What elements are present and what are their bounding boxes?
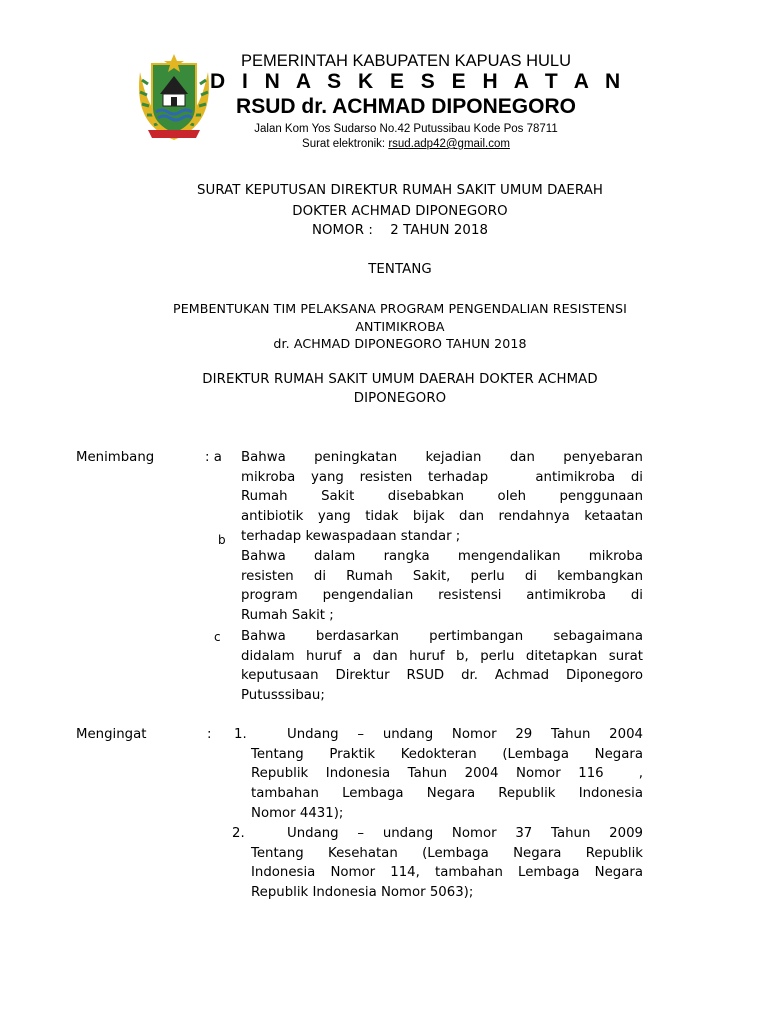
letterhead-address: Jalan Kom Yos Sudarso No.42 Putussibau Kode Pos 78711: [254, 123, 558, 135]
email-link[interactable]: rsud.adp42@gmail.com: [388, 138, 510, 150]
text-line: antibiotik yang tidak bijak dan rendahnya ketaatan: [241, 509, 643, 525]
menimbang-a: [241, 448, 643, 546]
text-line: terhadap kewaspadaan standar ;: [241, 528, 461, 544]
text-line: Indonesia Nomor 114, tambahan Lembaga Negara: [251, 865, 643, 881]
text-line: resisten di Rumah Sakit, perlu di kembangkan: [241, 568, 643, 584]
text-line: Nomor 4431);: [251, 805, 344, 821]
text-line: Tentang Kesehatan (Lembaga Negara Republik: [251, 845, 643, 861]
menimbang-label: Menimbang: [76, 450, 155, 465]
letterhead-email-line: [210, 138, 602, 150]
mengingat-colon: :: [207, 727, 212, 742]
text-line: didalam huruf a dan huruf b, perlu ditetapkan surat: [241, 648, 643, 664]
text-line: Bahwa berdasarkan pertimbangan sebagaimana: [241, 629, 643, 644]
text-line: Rumah Sakit ;: [241, 608, 334, 624]
text-line: Rumah Sakit disebabkan oleh penggunaan: [241, 489, 643, 505]
text-line: Republik Indonesia Tahun 2004 Nomor 116 ,: [251, 766, 643, 782]
subject-line2: ANTIMIKROBA: [355, 319, 445, 334]
text-line: Tentang Praktik Kedokteran (Lembaga Negara: [251, 746, 643, 762]
text-line: program pengendalian resistensi antimikroba di: [241, 588, 643, 604]
mengingat-number-2: 2.: [232, 826, 245, 841]
email-label: Surat elektronik:: [302, 138, 389, 150]
decree-title-line1: SURAT KEPUTUSAN DIREKTUR RUMAH SAKIT UMUM DAERAH: [196, 183, 604, 198]
letterhead-agency: D I N A S K E S E H A T A N: [210, 70, 626, 93]
mengingat-number-1: 1.: [234, 727, 247, 742]
letterhead-government: PEMERINTAH KABUPATEN KAPUAS HULU: [240, 52, 572, 70]
text-line: mikroba yang resisten terhadap antimikroba di: [241, 469, 643, 485]
mengingat-label: Mengingat: [76, 727, 147, 742]
subject-line3: dr. ACHMAD DIPONEGORO TAHUN 2018: [273, 336, 527, 351]
menimbang-mark-b: b: [218, 533, 226, 547]
text-line: Bahwa dalam rangka mengendalikan mikroba: [241, 549, 643, 564]
tentang-heading: TENTANG: [368, 262, 432, 277]
subject-line1: PEMBENTUKAN TIM PELAKSANA PROGRAM PENGENDALIAN RESISTENSI: [173, 301, 627, 316]
text-line: tambahan Lembaga Negara Republik Indonesia: [251, 786, 643, 802]
letterhead-hospital: RSUD dr. ACHMAD DIPONEGORO: [236, 95, 576, 118]
kapuas-hulu-regency-emblem-icon: [134, 50, 214, 142]
director-line1: DIREKTUR RUMAH SAKIT UMUM DAERAH DOKTER ACHMAD: [202, 372, 598, 387]
text-line: Putusssibau;: [241, 688, 325, 704]
decree-title-line2: DOKTER ACHMAD DIPONEGORO: [292, 204, 508, 219]
mengingat-item-2: [251, 824, 643, 903]
text-line: Undang – undang Nomor 37 Tahun 2009: [287, 826, 643, 841]
decree-number: NOMOR : 2 TAHUN 2018: [311, 223, 489, 238]
mengingat-item-1: [251, 725, 643, 823]
menimbang-b: [241, 547, 643, 626]
menimbang-mark-c: c: [214, 630, 221, 644]
menimbang-colon: : a: [205, 450, 222, 465]
text-line: keputusaan Direktur RSUD dr. Achmad Diponegoro: [241, 668, 643, 684]
director-line2: DIPONEGORO: [353, 391, 447, 406]
text-line: Republik Indonesia Nomor 5063);: [251, 885, 474, 901]
menimbang-c: [241, 627, 643, 706]
text-line: Undang – undang Nomor 29 Tahun 2004: [287, 727, 643, 742]
text-line: Bahwa peningkatan kejadian dan penyebaran: [241, 450, 643, 465]
